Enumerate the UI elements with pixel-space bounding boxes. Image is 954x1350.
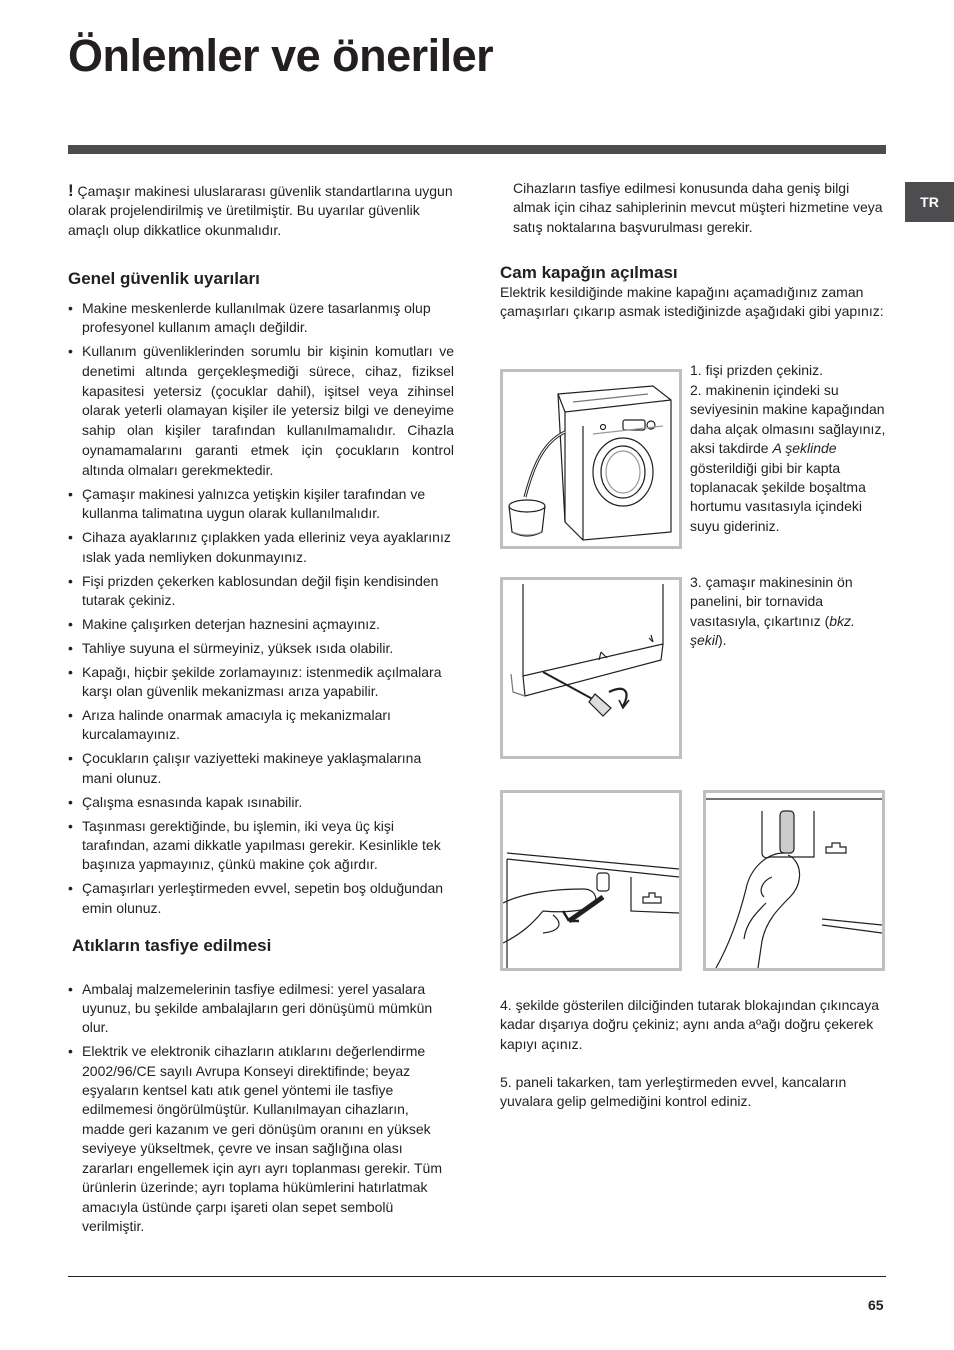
left-column [68, 181, 454, 1241]
list-item: • Makine çalışırken deterjan haznesini açmayınız. [68, 615, 454, 634]
list-item: • Çalışma esnasında kapak ısınabilir. [68, 793, 454, 812]
title-rule [68, 145, 886, 154]
figure-drain-hose [500, 369, 682, 549]
page-number: 65 [868, 1297, 884, 1313]
step-3: 3. çamaşır makinesinin ön panelini, bir tornavida vasıtasıyla, çıkartınız (bkz. şekil). [690, 574, 855, 649]
disposal-list [68, 980, 454, 1237]
list-item: • Tahliye suyuna el sürmeyiniz, yüksek ısıda olabilir. [68, 639, 454, 658]
disposal-info: Cihazların tasfiye edilmesi konusunda daha geniş bilgi almak için cihaz sahiplerinin mevcut müşteri hizmetine veya satış noktalarına başvurulması gerekir. [513, 180, 883, 235]
washing-machine-illustration [503, 372, 679, 546]
list-item: • Çamaşır makinesi yalnızca yetişkin kişiler tarafından ve kullanma talimatına uygun olarak kullanılmalıdır. [68, 485, 454, 524]
step-2: 2. makinenin içindeki su seviyesinin makine kapağından daha alçak olmasını sağlayınız, aksi takdirde A şeklinde gösterildiği gibi bir kapta toplanacak şekilde boşaltma hortumu vasıtasıyla içindeki suyu gideriniz. [690, 382, 886, 534]
list-item: • Fişi prizden çekerken kablosundan değil fişin kendisinden tutarak çekiniz. [68, 572, 454, 611]
list-item: • Çamaşırları yerleştirmeden evvel, sepetin boş olduğundan emin olunuz. [68, 879, 454, 918]
intro-paragraph: ! Çamaşır makinesi uluslararası güvenlik standartlarına uygun olarak projelendirilmiş ve üretilmiştir. Bu uyarılar güvenlik amaçlı olup dikkatlice okunmalıdır. [68, 181, 453, 238]
language-tab: TR [905, 182, 954, 222]
disposal-heading: Atıkların tasfiye edilmesi [72, 936, 272, 956]
figure-hand-latch [703, 790, 885, 971]
safety-heading: Genel güvenlik uyarıları [68, 269, 260, 289]
door-heading: Cam kapağın açılması [500, 263, 678, 283]
list-item: • Kapağı, hiçbir şekilde zorlamayınız: istenmedik açılmalara karşı olan güvenlik mekanizması arıza yapabilir. [68, 663, 454, 702]
page-title: Önlemler ve öneriler [68, 30, 494, 81]
step-4: 4. şekilde gösterilen dilciğinden tutarak blokajından çıkıncaya kadar dışarıya doğru çekiniz; aynı anda aºağı doğru çekerek kapıyı açınız. [500, 997, 880, 1052]
list-item: • Taşınması gerektiğinde, bu işlemin, iki veya üç kişi tarafından, azami dikkatle yapılması gerekir. Kesinlikle tek başınıza yapmayınız, çünkü makine çok ağırdır. [68, 817, 454, 875]
pull-tab-illustration [503, 793, 679, 968]
list-item: • Cihaza ayaklarınız çıplakken yada elleriniz veya ayaklarınız ıslak yada nemliyken dokunmayınız. [68, 528, 454, 567]
list-item: • Makine meskenlerde kullanılmak üzere tasarlanmış olup profesyonel kullanım amaçlı değildir. [68, 299, 454, 338]
safety-list [68, 299, 454, 919]
list-item: • Elektrik ve elektronik cihazların atıklarını değerlendirme 2002/96/CE sayılı Avrupa Konseyi direktifinde; beyaz eşyaların kentsel katı atık genel yöntemi ile tasfiye edilmemesi öngörülmüştür. Kullanılmayan cihazların, madde geri kazanım ve geri dönüşüm oranını en yüksek seviyeye yükseltmek, çevre ve insan sağlığına olası zararları engellemek için ayrı ayrı toplanması gerekir. Tüm ürünlerin üzerinde; ayrı toplama hükümlerini hatırlatmak amacıyla üstünde çarpı işareti olan sepet sembolü verilmiştir. [68, 1042, 454, 1236]
warning-mark: ! [68, 181, 74, 200]
footer-rule [68, 1276, 886, 1277]
figure-screwdriver [500, 577, 682, 759]
step-1: 1. fişi prizden çekiniz. [690, 362, 824, 378]
screwdriver-illustration [503, 580, 679, 756]
right-column [500, 179, 886, 321]
list-item: • Arıza halinde onarmak amacıyla iç mekanizmaları kurcalamayınız. [68, 706, 454, 745]
step-5: 5. paneli takarken, tam yerleştirmeden evvel, kancaların yuvalara gelip gelmediğini kontrol ediniz. [500, 1074, 847, 1110]
list-item: • Kullanım güvenliklerinden sorumlu bir kişinin komutları ve denetimi altında gerçekleşmediği sürece, cihaz, fiziksel kapasitesi yetersiz (çocuklar dahil), işitsel veya zihinsel olarak yeterli olamayan kişiler ile yetersiz bilgi ve deneyime sahip olan kişiler tarafından kullanılmamalıdır. Cihazla oynamamalarını garanti etmek için çocukların kontrol altında olmaları gerekmektedir. [68, 342, 454, 481]
hand-latch-illustration [706, 793, 882, 968]
figure-pull-tab [500, 790, 682, 971]
door-intro: Elektrik kesildiğinde makine kapağını açamadığınız zaman çamaşırları çıkarıp asmak istediğinizde aşağıdaki gibi yapınız: [500, 283, 884, 320]
list-item: • Çocukların çalışır vaziyetteki makineye yaklaşmalarına mani olunuz. [68, 749, 454, 788]
list-item: • Ambalaj malzemelerinin tasfiye edilmesi: yerel yasalara uyunuz, bu şekilde ambalajların geri dönüşümü mümkün olur. [68, 980, 454, 1038]
